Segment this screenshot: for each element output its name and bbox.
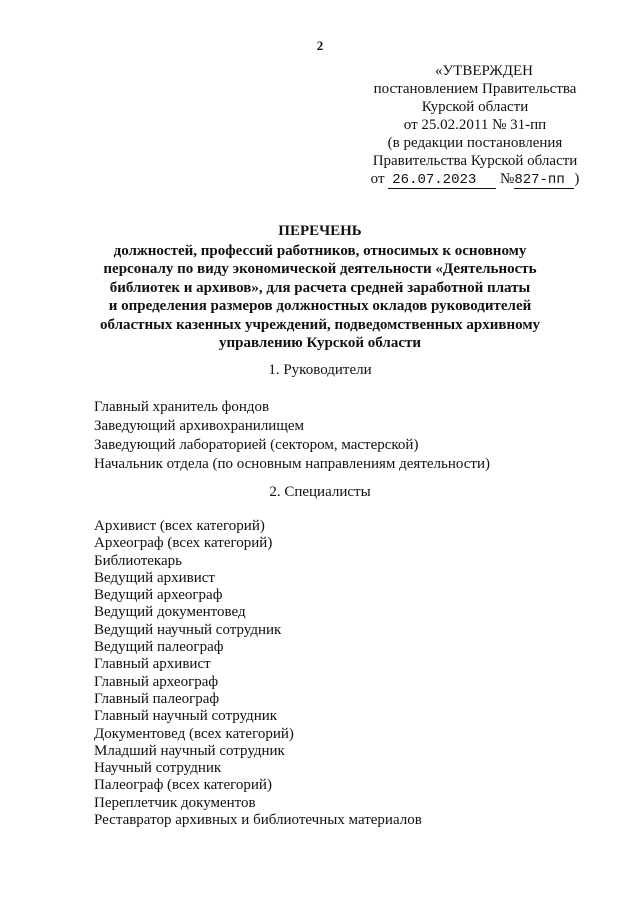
list-item: Главный палеограф: [94, 690, 220, 707]
list-item: Научный сотрудник: [94, 760, 222, 777]
list-item: Переплетчик документов: [94, 794, 256, 811]
specialists-list: [94, 518, 564, 829]
approval-line-1: «УТВЕРЖДЕН: [435, 63, 533, 79]
title-line: областных казенных учреждений, подведомственных архивному: [99, 316, 541, 333]
section-title-managers: 1. Руководители: [268, 362, 372, 378]
approval-stamp: [340, 62, 610, 189]
amendment-number: 827-пп: [514, 172, 574, 189]
list-item: Заведующий лабораторией (сектором, мастерской): [94, 437, 419, 453]
list-item: Главный научный сотрудник: [94, 708, 278, 725]
title-line: персоналу по виду экономической деятельности «Деятельность: [103, 261, 537, 277]
list-item: Ведущий палеограф: [94, 639, 224, 656]
date-prefix: от: [370, 171, 385, 187]
approval-line-7: [340, 170, 610, 189]
page-number: 2: [316, 38, 324, 53]
approval-line-5: (в редакции постановления: [387, 135, 563, 151]
list-item: Ведущий архивист: [94, 569, 215, 586]
list-item: Палеограф (всех категорий): [94, 777, 272, 794]
approval-line-4: от 25.02.2011 № 31-пп: [403, 117, 547, 133]
title-line: должностей, профессий работников, относимых к основному: [113, 242, 527, 259]
approval-line-6: Правительства Курской области: [372, 153, 578, 169]
list-item: Ведущий научный сотрудник: [94, 621, 282, 638]
amendment-date: 26.07.2023: [388, 172, 496, 189]
title-line: и определения размеров должностных окладов руководителей: [108, 298, 532, 314]
list-item: Библиотекарь: [94, 552, 182, 569]
list-item: Реставратор архивных и библиотечных материалов: [94, 812, 422, 829]
list-item: Ведущий археограф: [94, 587, 223, 604]
list-item: Ведущий документовед: [94, 604, 246, 621]
managers-list: [94, 398, 564, 474]
list-item: Архивист (всех категорий): [94, 518, 265, 534]
title-line: библиотек и архивов», для расчета средней заработной платы: [109, 279, 531, 296]
section-title-specialists: 2. Специалисты: [269, 484, 371, 500]
list-item: Документовед (всех категорий): [94, 725, 294, 742]
list-item: Начальник отдела (по основным направлениям деятельности): [94, 456, 491, 472]
list-item: Главный хранитель фондов: [94, 399, 270, 415]
list-item: Заведующий архивохранилищем: [94, 418, 305, 434]
title-line: управлению Курской области: [218, 335, 421, 351]
document-title: [90, 222, 550, 353]
number-prefix: №: [500, 171, 515, 187]
list-item: Главный археограф: [94, 673, 219, 690]
closing-paren: ): [574, 171, 580, 187]
list-item: Главный архивист: [94, 656, 211, 673]
list-item: Археограф (всех категорий): [94, 535, 273, 552]
list-item: Младший научный сотрудник: [94, 742, 285, 759]
approval-line-3: Курской области: [421, 99, 529, 115]
approval-line-2: постановлением Правительства: [373, 81, 577, 97]
title-heading: ПЕРЕЧЕНЬ: [278, 223, 362, 239]
